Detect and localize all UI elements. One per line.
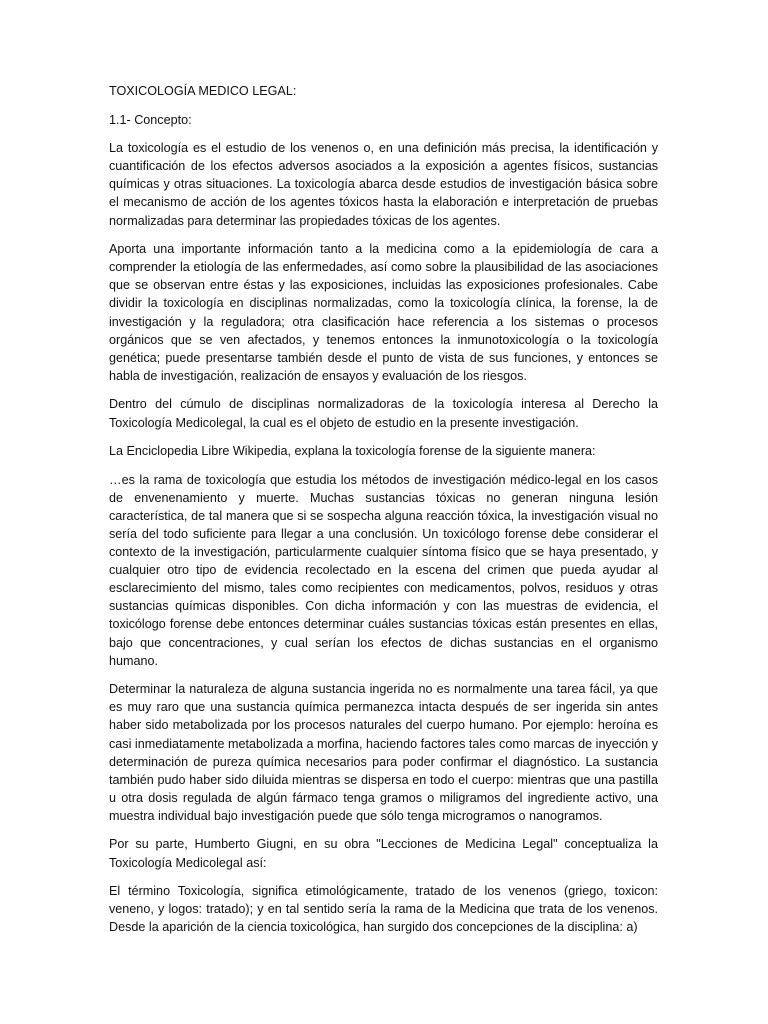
paragraph-giugni-intro: Por su parte, Humberto Giugni, en su obra "Lecciones de Medicina Legal" conceptualiza la Toxicología Medicolegal así:: [109, 837, 658, 870]
document-page: [109, 82, 658, 947]
paragraph-wikipedia-quote: …es la rama de toxicología que estudia los métodos de investigación médico-legal en los casos de envenenamiento y muerte. Muchas sustancias tóxicas no generan ninguna lesión característica, de tal manera que si se sospecha alguna reacción tóxica, la investigación visual no sería del todo suficiente para llegar a una conclusión. Un toxicólogo forense debe considerar el contexto de la investigación, particularmente cualquier síntoma físico que se haya presentado, y cualquier otro tipo de evidencia recolectado en la escena del crimen que pueda ayudar al esclarecimiento del mismo, tales como recipientes con medicamentos, polvos, residuos y otras sustancias químicas disponibles. Con dicha información y con las muestras de evidencia, el toxicólogo forense debe entonces determinar cuáles sustancias tóxicas están presentes en ellas, bajo que concentraciones, y cual serían los efectos de dichas sustancias en el organismo humano.: [109, 472, 658, 668]
document-title: TOXICOLOGÍA MEDICO LEGAL:: [109, 84, 297, 98]
paragraph-contribution: Aporta una importante información tanto a la medicina como a la epidemiología de cara a comprender la etiología de las enfermedades, así como sobre la plausibilidad de las asociaciones que se observan entre éstas y las exposiciones, incluidas las exposiciones profesionales. Cabe dividir la toxicología en disciplinas normalizadas, como la toxicología clínica, la forense, la de investigación y la reguladora; otra clasificación hace referencia a los sistemas o procesos orgánicos que se ven afectados, y tenemos entonces la inmunotoxicología o la toxicología genética; puede presentarse también desde el punto de vista de sus funciones, y entonces se habla de investigación, realización de ensayos y evaluación de los riesgos.: [109, 242, 658, 383]
section-heading: 1.1- Concepto:: [109, 112, 192, 127]
paragraph-definition: La toxicología es el estudio de los venenos o, en una definición más precisa, la identificación y cuantificación de los efectos adversos asociados a la exposición a agentes físicos, sustancias químicas y otras situaciones. La toxicología abarca desde estudios de investigación básica sobre el mecanismo de acción de los agentes tóxicos hasta la elaboración e interpretación de pruebas normalizadas para determinar las propiedades tóxicas de los agentes.: [109, 141, 658, 228]
paragraph-wikipedia-intro: La Enciclopedia Libre Wikipedia, explana la toxicología forense de la siguiente manera:: [109, 444, 596, 459]
paragraph-etymology: El término Toxicología, significa etimológicamente, tratado de los venenos (griego, toxicon: veneno, y logos: tratado); y en tal sentido sería la rama de la Medicina que trata de los venenos. Desde la aparición de la ciencia toxicológica, han surgido dos concepciones de la disciplina: a): [109, 884, 658, 935]
paragraph-substance-nature: Determinar la naturaleza de alguna sustancia ingerida no es normalmente una tarea fácil, ya que es muy raro que una sustancia química permanezca intacta después de ser ingerida sin antes haber sido metabolizada por los procesos naturales del cuerpo humano. Por ejemplo: heroína es casi inmediatamente metabolizada a morfina, haciendo factores tales como marcas de inyección y determinación de pureza química necesarios para poder confirmar el diagnóstico. La sustancia también pudo haber sido diluida mientras se dispersa en todo el cuerpo: mientras que una pastilla u otra dosis regulada de algún fármaco tenga gramos o miligramos del ingrediente activo, una muestra individual bajo investigación puede que sólo tenga microgramos o nanogramos.: [109, 682, 658, 823]
paragraph-disciplines: Dentro del cúmulo de disciplinas normalizadoras de la toxicología interesa al Derecho la Toxicología Medicolegal, la cual es el objeto de estudio en la presente investigación.: [109, 397, 658, 430]
